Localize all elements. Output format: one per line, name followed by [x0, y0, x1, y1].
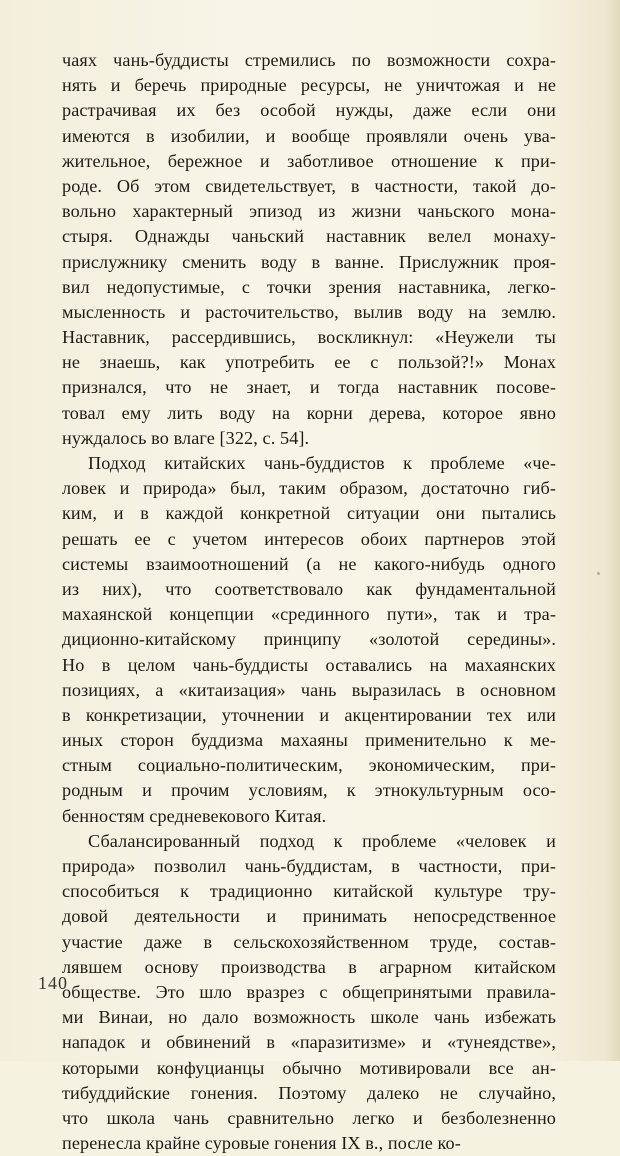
text-line: Подход китайских чань-буддистов к проблеме «че-: [88, 453, 556, 473]
text-line: способиться к традиционно китайской культуре тру-: [62, 881, 556, 902]
text-line: перенесла крайне суровые гонения IX в., после ко-: [62, 1133, 461, 1154]
text-line: ким, и в каждой конкретной ситуации они пытались: [62, 503, 556, 524]
text-line: природа» позволил чань-буддистам, в частности, при-: [62, 856, 556, 876]
text-line: нападок и обвинений в «паразитизме» и «тунеядстве»,: [62, 1032, 556, 1053]
text-line: нять и беречь природные ресурсы, не уничтожая и не: [62, 75, 556, 96]
text-line: в конкретизации, уточнении и акцентировании тех или: [62, 704, 556, 725]
text-line: махаянской концепции «срединного пути», так и тра-: [62, 604, 556, 625]
text-line: лявшем основу производства в аграрном китайском: [62, 956, 556, 977]
text-line: Но в целом чань-буддисты оставались на махаянских: [62, 654, 556, 675]
text-line: ми Винаи, но дало возможность школе чань избежать: [62, 1007, 556, 1028]
text-line: иных сторон буддизма махаяны применительно к ме-: [62, 730, 556, 751]
text-line: признался, что не знает, и тогда наставник посове-: [62, 377, 556, 398]
text-line: которыми конфуцианцы обычно мотивировали все ан-: [62, 1057, 556, 1078]
text-line: стным социально-политическим, экономическим, при-: [62, 755, 556, 776]
text-line: вил недопустимые, с точки зрения наставника, легко-: [62, 276, 556, 297]
text-line: чаях чань-буддисты стремились по возможности сохра-: [62, 50, 556, 70]
text-line: участие даже в сельскохозяйственном труде, состав-: [62, 931, 556, 952]
text-line: нуждалось во влаге [322, с. 54].: [62, 427, 310, 448]
text-line: мысленность и расточительство, вылив воду на землю.: [62, 301, 556, 322]
paragraph: [62, 829, 556, 1156]
text-line: ловек и природа» был, таким образом, достаточно гиб-: [62, 478, 556, 499]
text-line: прислужнику сменить воду в ванне. Прислужник проя-: [62, 251, 556, 272]
text-line: что школа чань сравнительно легко и безболезненно: [62, 1107, 556, 1128]
text-line: позициях, а «китаизация» чань выразилась в основном: [62, 679, 556, 700]
text-line: решать ее с учетом интересов обоих партнеров этой: [62, 528, 556, 549]
text-line: Сбалансированный подход к проблеме «человек и: [88, 830, 556, 851]
body-text: [62, 48, 556, 1156]
text-line: не знаешь, как употребить ее с пользой?!» Монах: [62, 352, 556, 373]
text-line: довой деятельности и принимать непосредственное: [62, 906, 556, 927]
text-line: роде. Об этом свидетельствует, в частности, такой до-: [62, 175, 556, 196]
text-line: обществе. Это шло вразрез с общепринятыми правила-: [62, 981, 556, 1002]
text-line: тибуддийские гонения. Поэтому далеко не случайно,: [62, 1082, 556, 1103]
paper-speck: [597, 572, 600, 575]
text-line: Наставник, рассердившись, воскликнул: «Неужели ты: [62, 327, 556, 348]
text-line: диционно-китайскому принципу «золотой середины».: [62, 629, 556, 650]
page-edge-shadow: [606, 0, 620, 1061]
text-line: из них), что соответствовало как фундаментальной: [62, 578, 556, 599]
text-line: растрачивая их без особой нужды, даже если они: [62, 100, 556, 121]
text-line: вольно характерный эпизод из жизни чаньского мона-: [62, 201, 556, 222]
text-line: системы взаимоотношений (а не какого-нибудь одного: [62, 553, 556, 574]
text-line: стыря. Однажды чаньский наставник велел монаху-: [62, 226, 556, 247]
paragraph: [62, 451, 556, 829]
text-line: имеются в изобилии, и вообще проявляли очень ува-: [62, 125, 556, 146]
text-line: бенностям средневекового Китая.: [62, 805, 327, 826]
text-line: товал ему лить воду на корни дерева, которое явно: [62, 402, 556, 423]
paragraph: [62, 48, 556, 451]
text-line: родным и прочим условиям, к этнокультурным осо-: [62, 780, 556, 801]
page-number: 140: [38, 973, 68, 993]
text-line: жительное, бережное и заботливое отношение к при-: [62, 150, 556, 171]
